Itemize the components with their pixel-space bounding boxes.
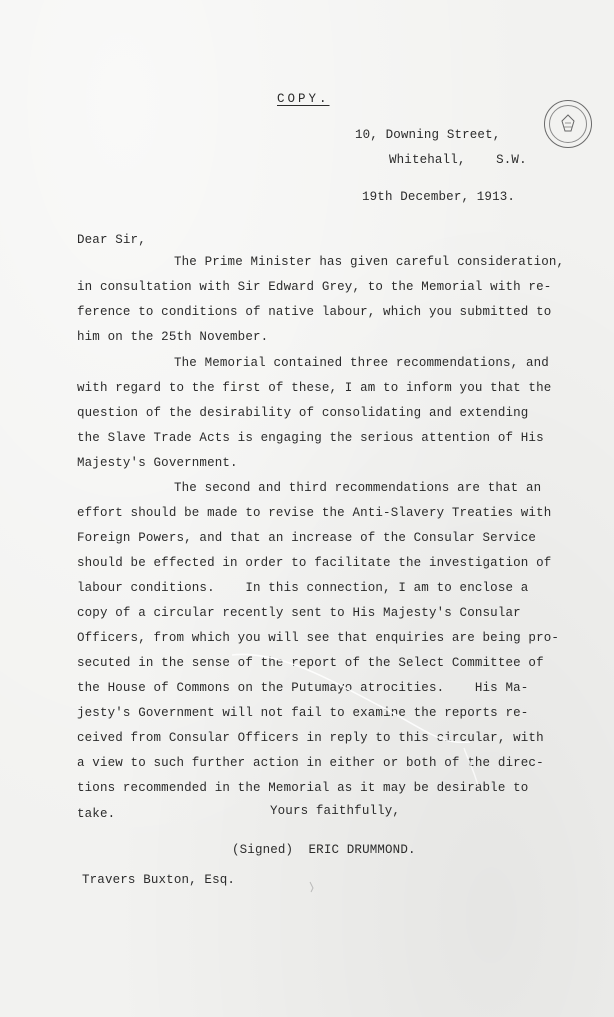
body-line: him on the 25th November. [77,330,269,344]
body-line: secuted in the sense of the report of the Select Committee of [77,656,544,670]
closing: Yours faithfully, [270,804,401,818]
address-line-1: 10, Downing Street, [355,128,501,142]
body-line: the Slave Trade Acts is engaging the serious attention of His [77,431,544,445]
body-line: jesty's Government will not fail to examine the reports re- [77,706,529,720]
body-line: Majesty's Government. [77,456,238,470]
body-line: ference to conditions of native labour, which you submitted to [77,305,552,319]
salutation: Dear Sir, [77,233,146,247]
body-line: in consultation with Sir Edward Grey, to the Memorial with re- [77,280,552,294]
body-line: copy of a circular recently sent to His Majesty's Consular [77,606,521,620]
address-line-2: Whitehall, S.W. [389,153,527,167]
body-line: effort should be made to revise the Anti-Slavery Treaties with [77,506,552,520]
heading-copy: COPY. [277,92,330,106]
body-line: The second and third recommendations are that an [174,481,542,495]
body-line: labour conditions. In this connection, I am to enclose a [77,581,529,595]
body-line: should be effected in order to facilitate the investigation of [77,556,552,570]
body-line: The Memorial contained three recommendations, and [174,356,549,370]
body-line: Foreign Powers, and that an increase of the Consular Service [77,531,537,545]
body-line: question of the desirability of consolidating and extending [77,406,529,420]
archive-stamp [544,100,592,148]
body-line: Officers, from which you will see that enquiries are being pro- [77,631,560,645]
body-line: take. [77,807,116,821]
body-line: the House of Commons on the Putumayo atrocities. His Ma- [77,681,529,695]
body-line: with regard to the first of these, I am to inform you that the [77,381,552,395]
letter-date: 19th December, 1913. [362,190,516,204]
body-line: tions recommended in the Memorial as it may be desirable to [77,781,529,795]
signature: (Signed) ERIC DRUMMOND. [232,843,416,857]
recipient: Travers Buxton, Esq. [82,873,236,887]
stamp-crest-icon [545,101,591,147]
body-line: a view to such further action in either or both of the direc- [77,756,544,770]
body-line: ceived from Consular Officers in reply to this circular, with [77,731,544,745]
body-line: The Prime Minister has given careful consideration, [174,255,565,269]
